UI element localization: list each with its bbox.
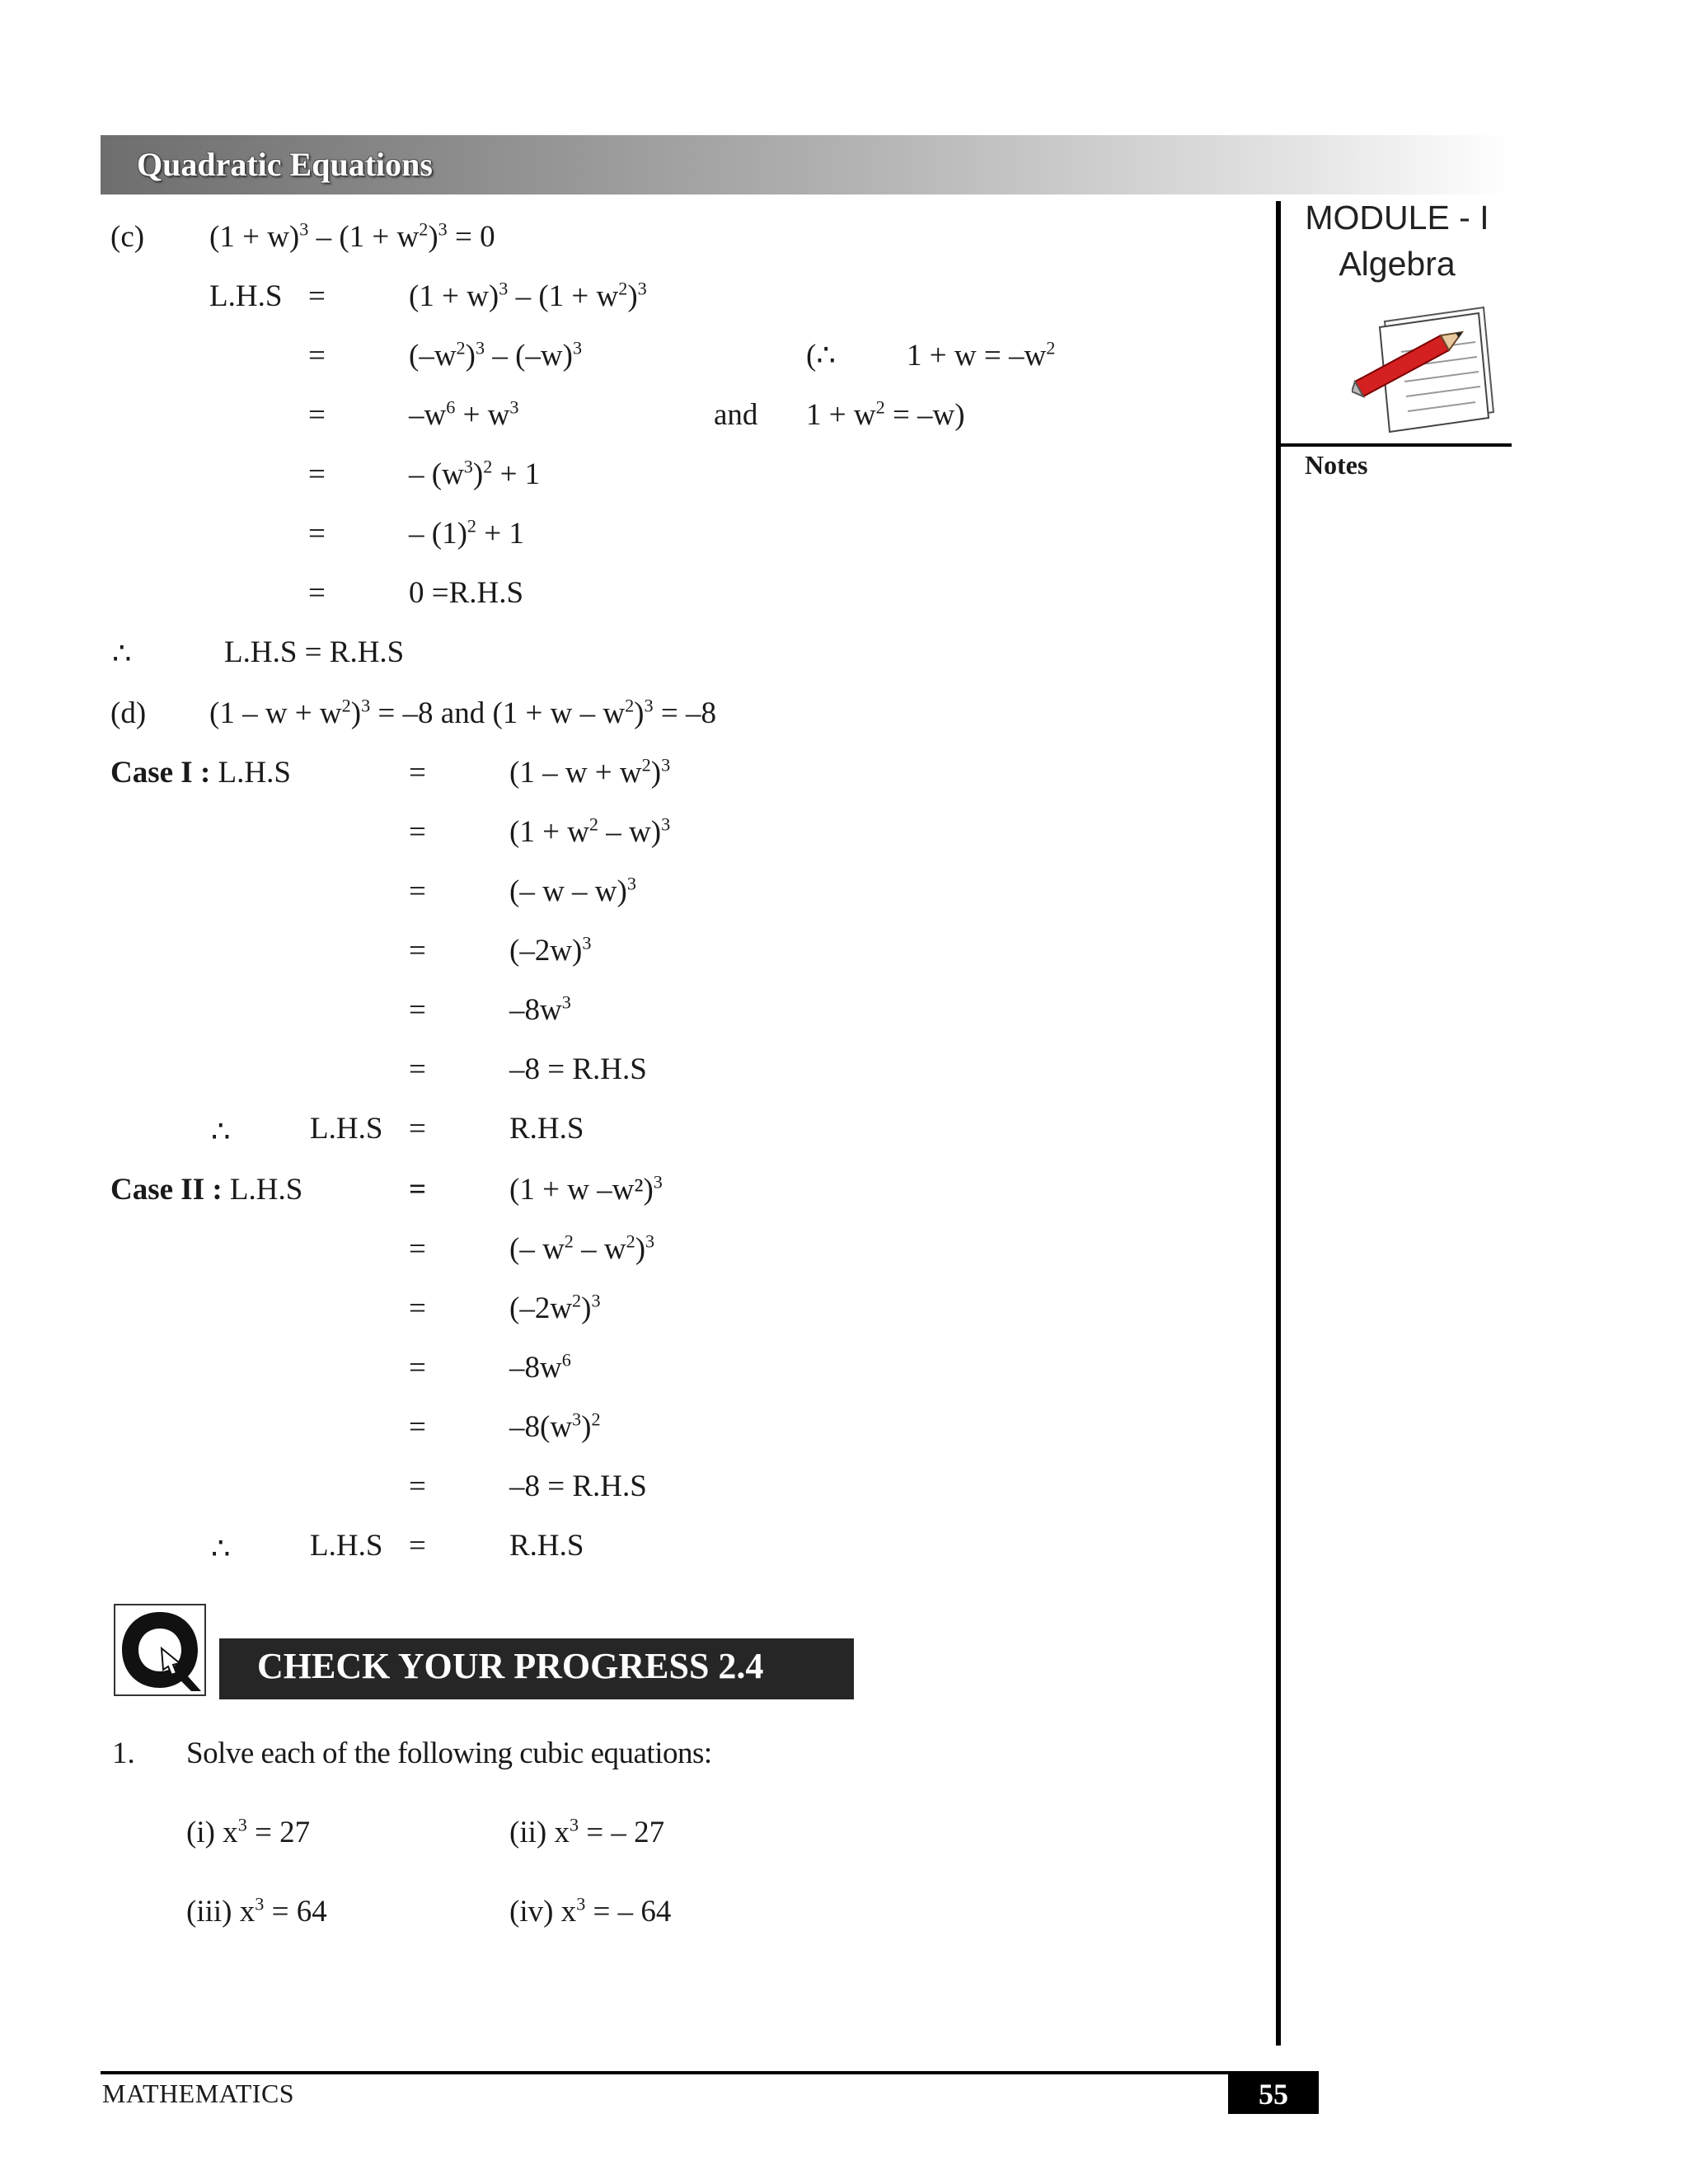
part-c-step: 0 =R.H.S — [409, 576, 524, 610]
case-1-step: $(-2w)^3$ — [509, 932, 592, 968]
question-text: Solve each of the following cubic equations: — [186, 1736, 712, 1770]
part-c-note-eq2: $1 + w^2 = -w$) — [806, 396, 965, 432]
equals-sign: = — [409, 1529, 426, 1563]
case-2-step: $-8(w^3)^2$ — [509, 1408, 601, 1444]
case-2-step: $-8w^6$ — [509, 1349, 571, 1385]
equals-sign: = — [308, 339, 326, 373]
equals-sign: = — [409, 756, 426, 790]
part-c-step: – $(w^3)^2 + 1$ — [409, 456, 541, 491]
equals-sign: = — [308, 576, 326, 610]
exercise-item: (i) $x^3 = 27$ — [186, 1814, 311, 1849]
case-1-step: $-8w^3$ — [509, 991, 571, 1027]
part-c-label: (c) — [110, 220, 145, 254]
equals-sign: = — [409, 1351, 426, 1385]
exercise-item: (ii) $x^3$ = – 27 — [509, 1814, 665, 1849]
part-d-statement: $(1 - w + w^2)^3 = -8$ and $(1 + w - w^2)^3 = -8$ — [209, 695, 716, 730]
equals-sign: = — [409, 1469, 426, 1503]
sidebar-divider — [1276, 201, 1281, 2046]
module-subject: Algebra — [1339, 245, 1456, 283]
exercise-item: (iv) $x^3$ = – 64 — [509, 1893, 672, 1929]
part-c-step: $-w^6 + w^3$ — [409, 396, 519, 432]
equals-sign: = — [409, 1410, 426, 1444]
therefore-symbol: ∴ — [211, 1532, 231, 1566]
progress-q-icon — [114, 1604, 206, 1696]
equals-sign: = — [409, 1232, 426, 1266]
equals-sign: = — [409, 1173, 427, 1207]
equals-sign: = — [409, 815, 426, 849]
part-c-step: $(-w^2)^3 - (-w)^3$ — [409, 337, 583, 373]
case-1-step: $(1 + w^2 - w)^3$ — [509, 813, 671, 849]
equals-sign: = — [308, 398, 326, 432]
case-1-step: (– w – w)$^3$ — [509, 873, 636, 908]
equals-sign: = — [409, 1291, 426, 1325]
part-c-note-open: (∴ — [806, 339, 836, 373]
equals-sign: = — [409, 1112, 426, 1146]
case-1-conclusion-lhs: L.H.S — [310, 1112, 383, 1146]
page-number: 55 — [1228, 2074, 1319, 2114]
therefore-symbol: ∴ — [211, 1115, 231, 1149]
part-c-step: – $(1)^2 + 1$ — [409, 515, 524, 551]
case-1-conclusion-rhs: R.H.S — [509, 1112, 584, 1146]
chapter-title: Quadratic Equations — [137, 146, 433, 183]
case-1-step: $(1 - w + w^2)^3$ — [509, 754, 671, 790]
module-heading — [1294, 194, 1500, 287]
therefore-symbol: ∴ — [112, 637, 132, 671]
part-c-statement: $(1 + w)^3 - (1 + w^2)^3 = 0$ — [209, 218, 495, 254]
notes-label: Notes — [1305, 450, 1368, 480]
case-2-step: (– $w^2 - w^2)^3$ — [509, 1230, 655, 1266]
footer-rule — [101, 2071, 1319, 2074]
part-c-step: $(1 + w)^3 - (1 + w^2)^3$ — [409, 278, 647, 313]
notes-rule — [1278, 443, 1512, 447]
part-c-note-and: and — [714, 398, 758, 432]
part-c-conclusion: L.H.S = R.H.S — [224, 635, 405, 669]
part-c-lhs-label: L.H.S — [209, 279, 283, 313]
module-label: MODULE - I — [1305, 199, 1489, 237]
case-2-step: (1 + w –w²)$^3$ — [509, 1171, 663, 1207]
equals-sign: = — [409, 993, 426, 1027]
equals-sign: = — [409, 1052, 426, 1086]
notes-pencil-icon — [1352, 301, 1500, 449]
part-d-label: (d) — [110, 696, 147, 730]
case-2-step: –8 = R.H.S — [509, 1469, 647, 1503]
equals-sign: = — [308, 457, 326, 491]
question-number: 1. — [112, 1736, 135, 1770]
case-2-conclusion-lhs: L.H.S — [310, 1529, 383, 1563]
equals-sign: = — [308, 279, 326, 313]
equals-sign: = — [308, 517, 326, 551]
case-2-conclusion-rhs: R.H.S — [509, 1529, 584, 1563]
case-2-heading: Case II : L.H.S — [110, 1173, 303, 1207]
equals-sign: = — [409, 934, 426, 968]
footer-subject: MATHEMATICS — [102, 2079, 295, 2108]
case-2-step: $(-2w^2)^3$ — [509, 1290, 601, 1325]
case-1-step: –8 = R.H.S — [509, 1052, 647, 1086]
progress-title: CHECK YOUR PROGRESS 2.4 — [257, 1646, 764, 1686]
exercise-item: (iii) $x^3 = 64$ — [186, 1893, 327, 1929]
part-c-note-eq1: $1 + w = -w^2$ — [907, 337, 1056, 373]
case-1-heading: Case I : L.H.S — [110, 756, 291, 790]
equals-sign: = — [409, 874, 426, 908]
